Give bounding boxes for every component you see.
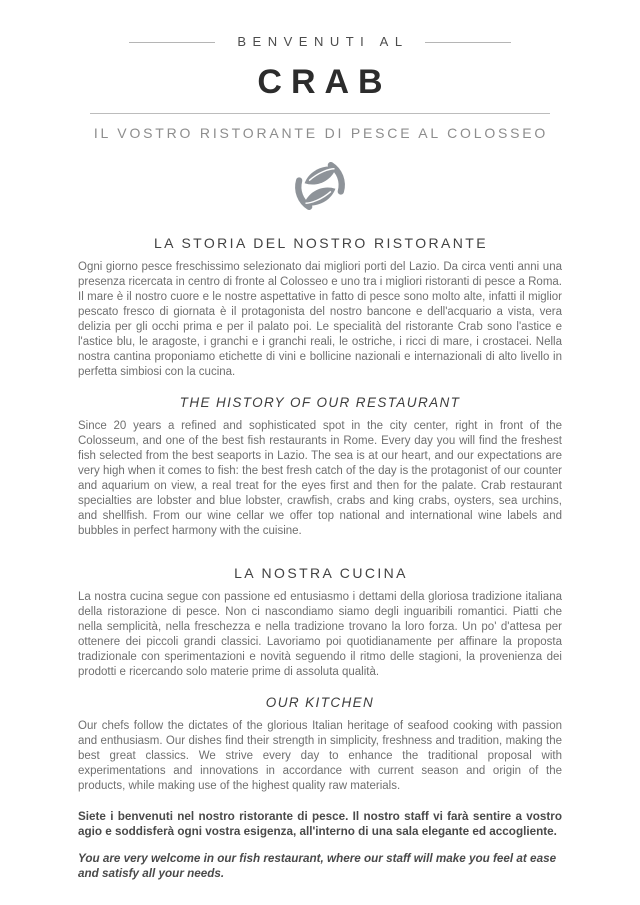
right-divider-line: [425, 42, 511, 43]
section-body-story-it: Ogni giorno pesce freschissimo selezionato dai migliori porti del Lazio. Da circa venti anni una presenza ricercata in centro di fronte al Colosseo e uno tra i migliori ristoranti di pesce a Roma. Il mare è il nostro cuore e le nostre aspettative in fatto di pesce sono molto alte, infatti il miglior pescato fresco di giornata è il protagonista del nostro bancone e dell'acquario a vista, vera delizia per gli occhi prima e per il palato poi. Le specialità del ristorante Crab sono l'astice e l'astice blu, le aragoste, i granchi e i granchi reali, le ostriche, i ricci di mare, i crostacei. Nella nostra cantina proponiamo etichette di vini e bollicine nazionali e internazionali di alto livello in perfetta simbiosi con la cucina.: [78, 261, 562, 378]
tagline-wrap: [78, 113, 562, 143]
welcome-text: BENVENUTI AL: [237, 34, 409, 49]
restaurant-name: CRAB: [257, 63, 392, 101]
section-heading-story-en: THE HISTORY OF OUR RESTAURANT: [179, 395, 461, 410]
section-body-kitchen-en: Our chefs follow the dictates of the glorious Italian heritage of seafood cooking with passion and enthusiasm. Our dishes find their strength in simplicity, freshness and tradition, making the best great classics. We strive every day to enhance the traditional proposal with experimentations and innovations in accordance with current season and origin of the products, while making use of the highest quality raw materials.: [78, 720, 562, 792]
page-content: [78, 235, 562, 794]
section-body-story-en: Since 20 years a refined and sophisticated spot in the city center, right in front of the Colosseum, and one of the best fish restaurants in Rome. Every day you will find the freshest fish selected from the best seaports in Lazio. The sea is at our heart, and our expectations are very high when it comes to fish: the best fresh catch of the day is the protagonist of our counter and aquarium on view, a real treat for the eyes first and then for the palate. Crab restaurant specialties are lobster and blue lobster, crawfish, crabs and king crabs, oysters, sea urchins, and shellfish. From our wine cellar we offer top national and international wine labels and bubbles in perfect harmony with the cuisine.: [78, 420, 562, 537]
leaf-swirl-logo-icon: [78, 157, 562, 215]
welcome-note-italian: Siete i benvenuti nel nostro ristorante di pesce. Il nostro staff vi farà sentire a vostro agio e soddisferà ogni vostra esigenza, all'interno di una sala elegante ed accogliente.: [78, 810, 562, 839]
section-kitchen-it: [78, 565, 562, 680]
welcome-note-english: You are very welcome in our fish restaurant, where our staff will make you feel at ease and satisfy all your needs.: [78, 851, 557, 881]
left-divider-line: [129, 42, 215, 43]
section-heading-kitchen-it: LA NOSTRA CUCINA: [234, 565, 408, 581]
welcome-row: [78, 34, 562, 49]
section-kitchen-en: [78, 695, 562, 794]
section-heading-story-it: LA STORIA DEL NOSTRO RISTORANTE: [154, 235, 488, 251]
section-story-en: [78, 395, 562, 539]
page-header: [78, 34, 562, 215]
page-footer: [78, 809, 562, 882]
tagline: IL VOSTRO RISTORANTE DI PESCE AL COLOSSEO: [90, 113, 550, 141]
section-heading-kitchen-en: OUR KITCHEN: [265, 695, 375, 710]
section-story-it: [78, 235, 562, 380]
section-body-kitchen-it: La nostra cucina segue con passione ed entusiasmo i dettami della gloriosa tradizione italiana della ristorazione di pesce. Non ci nascondiamo siamo degli inguaribili romantici. Piatti che nella semplicità, nella freschezza e nella tradizione trovano la loro forza. Un po' d'attesa per ottenere dei piccoli grandi classici. Lavoriamo poi quotidianamente per affinare la proposta tradizionale con sperimentazioni e novità seguendo il ritmo delle stagioni, la provenienza dei prodotti e ricercando solo materie prime di assoluta qualità.: [78, 591, 562, 678]
